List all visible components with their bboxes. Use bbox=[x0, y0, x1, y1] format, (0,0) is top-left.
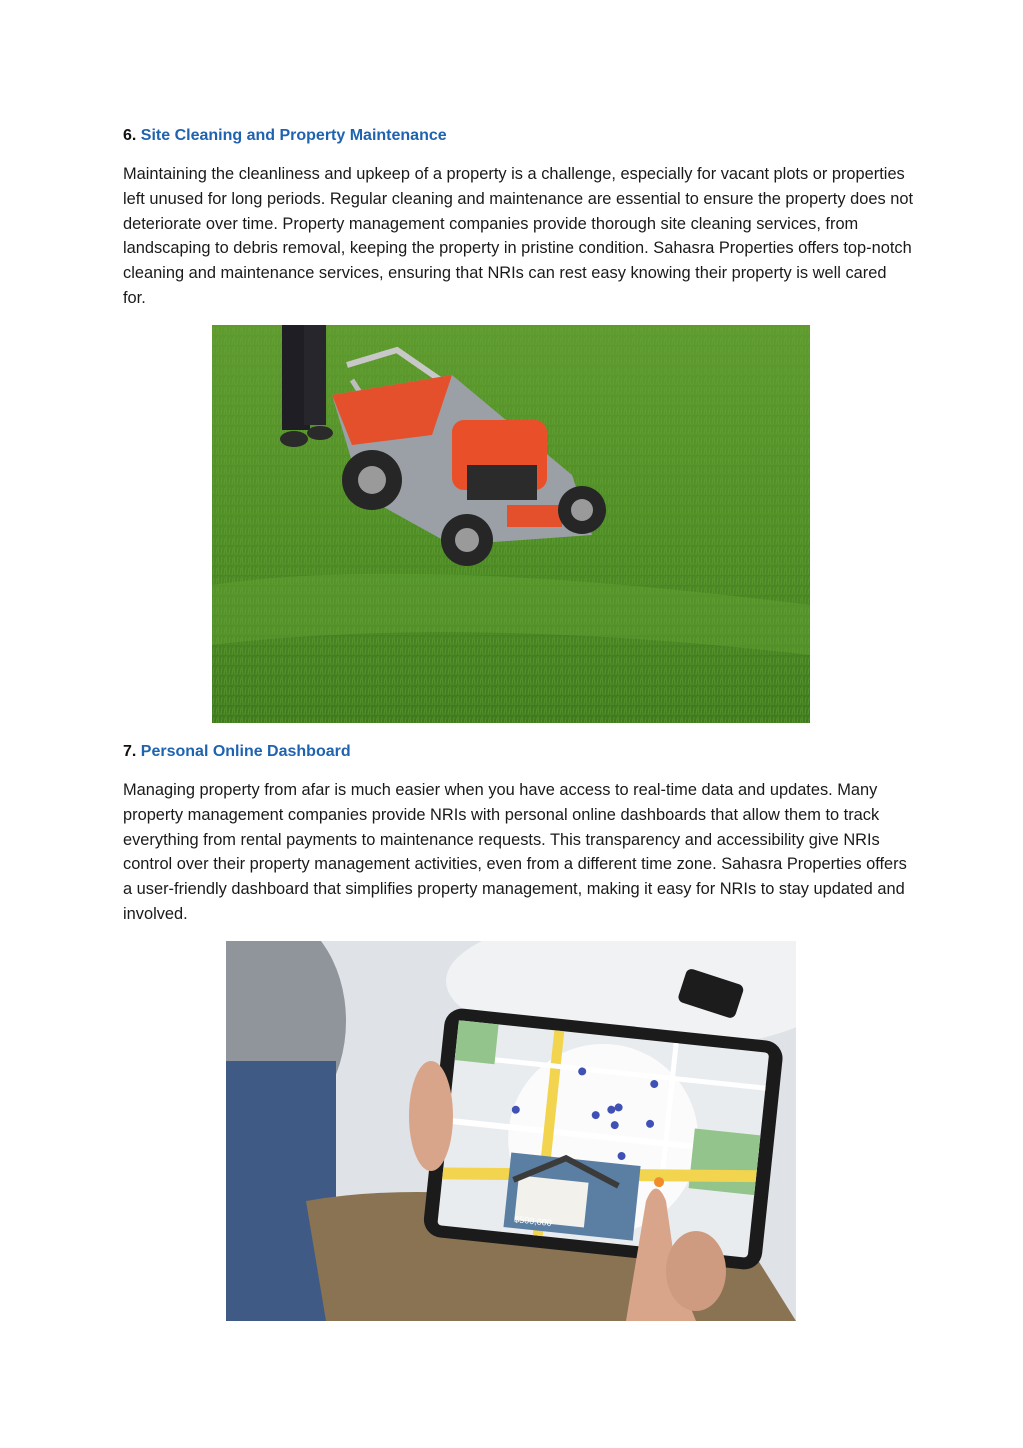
section-6-heading bbox=[123, 126, 447, 146]
section-6-number: 6. bbox=[123, 127, 137, 144]
lawn-mower-photo bbox=[212, 325, 810, 723]
section-7-number: 7. bbox=[123, 743, 137, 760]
section-7-paragraph: Managing property from afar is much easier when you have access to real-time data and updates. Many property management companies provide NRIs with personal online dashboards that allow them to track everything from rental payments to maintenance requests. This transparency and accessibility give NRIs control over their property management activities, even from a different time zone. Sahasra Properties offers a user-friendly dashboard that simplifies property management, making it easy for NRIs to stay updated and involved. bbox=[123, 781, 907, 923]
section-6-paragraph: Maintaining the cleanliness and upkeep of a property is a challenge, especially for vacant plots or properties left unused for long periods. Regular cleaning and maintenance are essential to ensure the property does not deteriorate over time. Property management companies provide thorough site cleaning services, from landscaping to debris removal, keeping the property in pristine condition. Sahasra Properties offers top-notch cleaning and maintenance services, ensuring that NRIs can rest easy knowing their property is well cared for. bbox=[123, 165, 913, 307]
section-7-title: Personal Online Dashboard bbox=[140, 743, 351, 760]
section-6-title: Site Cleaning and Property Maintenance bbox=[140, 127, 447, 144]
tablet-price-label: $500,000 bbox=[513, 1214, 553, 1229]
tablet-map-photo bbox=[226, 941, 796, 1321]
section-7-heading bbox=[123, 742, 351, 762]
